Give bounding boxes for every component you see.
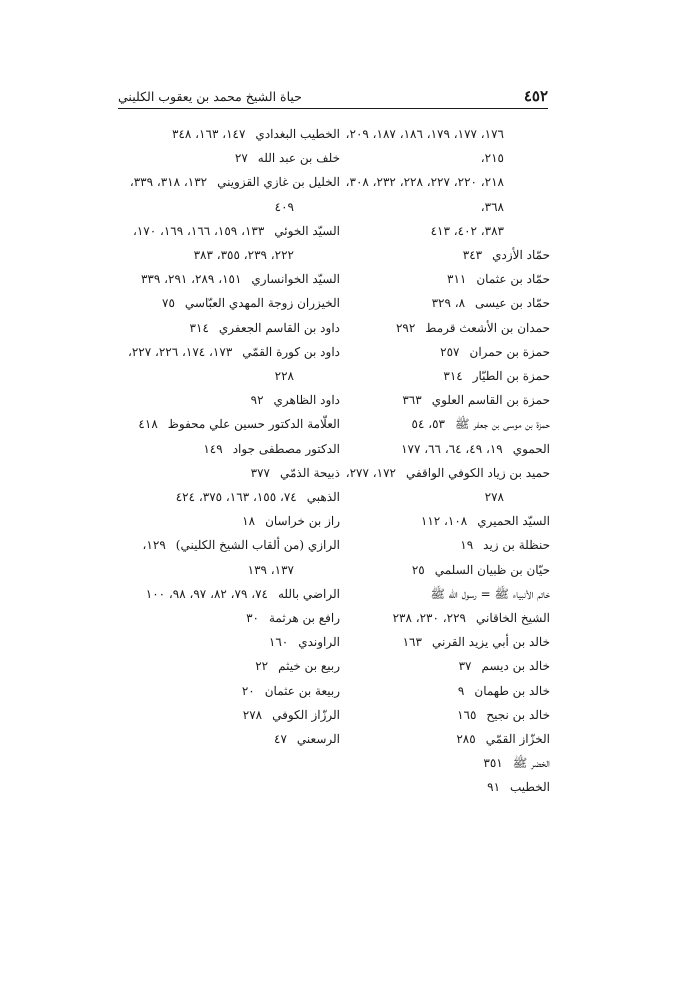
entry-name: العلّامة الدكتور حسين علي محفوظ bbox=[167, 417, 340, 432]
entry-pages: ٩١ bbox=[487, 780, 501, 795]
entry-pages: ١٦٠ bbox=[268, 635, 289, 650]
entry-name: داود الظاهري bbox=[273, 393, 340, 408]
entry-pages: ١٣٣، ١٥٩، ١٦٦، ١٦٩، ١٧٠، bbox=[132, 223, 265, 238]
entry-name: خالد بن نجيح bbox=[486, 707, 550, 722]
entry-name: حمزة بن الطيّار bbox=[472, 369, 550, 384]
entry-name: ربيع بن خيثم bbox=[278, 659, 340, 674]
entry-pages: ١٧٢، ٢٧٧، bbox=[345, 465, 396, 480]
entry-name: خالد بن ديسم bbox=[481, 659, 550, 674]
index-entry bbox=[325, 340, 550, 364]
entry-name: الخيزران زوجة المهدي العبّاسي bbox=[184, 296, 340, 311]
entry-name: الذهبي bbox=[306, 490, 340, 505]
index-entry bbox=[325, 291, 550, 315]
entry-name: السيّد الخوئي bbox=[274, 223, 340, 238]
entry-name: الرزّاز الكوفي bbox=[272, 707, 340, 722]
entry-pages: ٢٨٥ bbox=[456, 732, 476, 747]
entry-name: حنظلة بن زيد bbox=[483, 538, 550, 553]
index-entry-continuation bbox=[115, 195, 340, 219]
index-entry bbox=[115, 388, 340, 412]
entry-name: ربيعة بن عثمان bbox=[264, 683, 340, 698]
entry-name: خلف بن عبد الله bbox=[257, 151, 340, 166]
entry-pages: ٣٠ bbox=[246, 611, 259, 626]
index-entry bbox=[115, 316, 340, 340]
entry-pages: ٧٥ bbox=[162, 296, 175, 311]
index-entry bbox=[325, 703, 550, 727]
entry-name: رافع بن هرثمة bbox=[268, 611, 340, 626]
index-entry bbox=[325, 679, 550, 703]
index-entry bbox=[115, 485, 340, 509]
index-entry bbox=[325, 243, 550, 267]
index-entry bbox=[325, 437, 550, 461]
entry-name: الرسعني bbox=[296, 732, 340, 747]
entry-name: الخليل بن غازي القزويني bbox=[217, 175, 340, 190]
entry-name: السيّد الحميري bbox=[477, 514, 550, 529]
running-title: حياة الشيخ محمد بن يعقوب الكليني bbox=[118, 89, 302, 104]
index-entry bbox=[325, 461, 550, 485]
entry-name: خالد بن أبي يزيد القرني bbox=[431, 635, 550, 650]
entry-pages: ١٠٨، ١١٢ bbox=[420, 514, 468, 529]
entry-pages: ٣١٤ bbox=[443, 369, 463, 384]
entry-name: حميد بن زياد الكوفي الواقفي bbox=[405, 465, 550, 480]
index-entry-continuation bbox=[115, 243, 340, 267]
index-entry-continuation bbox=[115, 558, 340, 582]
index-entry bbox=[115, 461, 340, 485]
entry-pages: ٣٨٣، ٤٠٢، ٤١٣ bbox=[430, 223, 504, 238]
index-entry-continuation bbox=[325, 485, 550, 509]
index-entry-continuation bbox=[115, 364, 340, 388]
index-entry bbox=[325, 364, 550, 388]
index-entry bbox=[115, 122, 340, 146]
entry-pages: ٧٤، ٧٩، ٨٢، ٩٧، ٩٨، ١٠٠ bbox=[145, 586, 268, 601]
index-column-right bbox=[325, 122, 550, 800]
entry-name: الخطيب bbox=[510, 780, 550, 795]
entry-name: خاتم الأنبياء ﷺ = رسول الله ﷺ bbox=[430, 586, 550, 601]
index-entry bbox=[325, 582, 550, 606]
entry-pages: ١٧٣، ١٧٤، ٢٢٦، ٢٢٧، bbox=[127, 344, 233, 359]
entry-name: الخطيب البغدادي bbox=[255, 127, 340, 141]
index-entry bbox=[115, 509, 340, 533]
entry-name: الخزّاز القمّي bbox=[485, 732, 550, 747]
entry-name: حمزة بن موسى بن جعفر ﷺ bbox=[455, 417, 550, 432]
entry-name: حمّاد بن عيسى bbox=[475, 296, 550, 311]
index-entry bbox=[115, 146, 340, 170]
entry-name: خالد بن طهمان bbox=[474, 683, 550, 698]
entry-pages: ١٥١، ٢٨٩، ٢٩١، ٣٣٩ bbox=[140, 272, 242, 287]
entry-pages: ٣١١ bbox=[447, 272, 467, 287]
entry-pages: ٢٧٨ bbox=[242, 707, 263, 722]
index-entry bbox=[115, 219, 340, 243]
entry-pages: ٩٢ bbox=[250, 393, 264, 408]
index-entry bbox=[115, 291, 340, 315]
entry-pages: ٢٢ bbox=[255, 659, 269, 674]
entry-pages: ١٣٧، ١٣٩ bbox=[247, 562, 294, 577]
entry-name: السيّد الخوانساري bbox=[251, 272, 340, 287]
entry-name: الحموي bbox=[512, 441, 550, 456]
entry-pages: ٣٤٣ bbox=[462, 248, 483, 263]
entry-pages: ٢٩٢ bbox=[395, 320, 416, 335]
index-entry bbox=[325, 316, 550, 340]
entry-pages: ٢٧٨ bbox=[484, 490, 504, 505]
index-entry bbox=[325, 775, 550, 799]
index-entry bbox=[325, 388, 550, 412]
index-entry bbox=[115, 533, 340, 557]
entry-name: الدكتور مصطفى جواد bbox=[232, 441, 340, 456]
entry-pages: ١٩ bbox=[460, 538, 474, 553]
index-entry bbox=[325, 412, 550, 436]
index-entry bbox=[325, 630, 550, 654]
index-entry bbox=[115, 606, 340, 630]
entry-name: داود بن كورة القمّي bbox=[242, 344, 340, 359]
entry-pages: ٢٧ bbox=[234, 151, 248, 166]
index-entry bbox=[115, 582, 340, 606]
index-entry bbox=[325, 654, 550, 678]
entry-pages: ١٢٩، bbox=[142, 538, 166, 553]
index-entry bbox=[115, 679, 340, 703]
index-entry bbox=[115, 267, 340, 291]
index-entry bbox=[325, 509, 550, 533]
entry-pages: ٣٦٣ bbox=[402, 393, 422, 408]
entry-pages: ١٩، ٤٩، ٦٤، ٦٦، ١٧٧ bbox=[401, 441, 503, 456]
entry-name: حيّان بن ظبيان السلمي bbox=[434, 562, 550, 577]
index-entry-continuation bbox=[325, 170, 550, 218]
entry-pages: ٨، ٣٢٩ bbox=[431, 296, 466, 311]
index-entry bbox=[115, 654, 340, 678]
entry-pages: ٢٥٧ bbox=[440, 344, 460, 359]
index-entry bbox=[325, 533, 550, 557]
entry-pages: ١٨ bbox=[242, 514, 256, 529]
entry-pages: ٢٢٩، ٢٣٠، ٢٣٨ bbox=[392, 611, 466, 626]
entry-pages: ١٤٩ bbox=[203, 441, 223, 456]
entry-name: داود بن القاسم الجعفري bbox=[218, 320, 340, 335]
index-entry bbox=[325, 727, 550, 751]
entry-pages: ٢٢٨ bbox=[274, 369, 294, 384]
entry-pages: ٤٧ bbox=[274, 732, 287, 747]
index-entry bbox=[115, 340, 340, 364]
entry-pages: ٣٧٧ bbox=[250, 465, 270, 480]
entry-pages: ١٧٦، ١٧٧، ١٧٩، ١٨٦، ١٨٧، ٢٠٩، ٢١٥، bbox=[345, 127, 504, 166]
index-column-left bbox=[115, 122, 340, 751]
entry-pages: ٢٠ bbox=[241, 683, 255, 698]
entry-pages: ١٤٧، ١٦٣، ٣٤٨ bbox=[172, 127, 246, 141]
entry-pages: ١٣٢، ٣١٨، ٣٣٩، bbox=[129, 175, 208, 190]
index-entry bbox=[325, 558, 550, 582]
page-number: ٤٥٢ bbox=[523, 87, 548, 105]
index-entry bbox=[115, 703, 340, 727]
entry-name: راز بن خراسان bbox=[265, 514, 340, 529]
index-entry bbox=[115, 437, 340, 461]
index-entry bbox=[115, 170, 340, 194]
entry-pages: ٣٥١ bbox=[483, 756, 503, 771]
entry-name: حمدان بن الأشعث قرمط bbox=[425, 320, 550, 335]
entry-name: حمزة بن القاسم العلوي bbox=[431, 393, 550, 408]
entry-name: حمّاد بن عثمان bbox=[476, 272, 550, 287]
index-entry bbox=[115, 727, 340, 751]
entry-pages: ٤٠٩ bbox=[274, 199, 294, 214]
entry-name: الراضي بالله bbox=[277, 586, 340, 601]
index-entry bbox=[325, 751, 550, 775]
entry-pages: ٧٤، ١٥٥، ١٦٣، ٣٧٥، ٤٢٤ bbox=[175, 490, 297, 505]
entry-name: الشيخ الخاقاني bbox=[475, 611, 550, 626]
index-entry bbox=[325, 606, 550, 630]
entry-pages: ٣١٤ bbox=[189, 320, 209, 335]
entry-pages: ٢٢٢، ٢٣٩، ٣٥٥، ٣٨٣ bbox=[193, 248, 294, 263]
entry-pages: ٥٣، ٥٤ bbox=[411, 417, 445, 432]
entry-pages: ٢٥ bbox=[411, 562, 425, 577]
entry-name: الراوندي bbox=[298, 635, 340, 650]
index-entry-continuation bbox=[325, 219, 550, 243]
entry-name: حمزة بن حمران bbox=[469, 344, 550, 359]
index-entry bbox=[115, 412, 340, 436]
entry-pages: ٩ bbox=[457, 683, 465, 698]
entry-pages: ٤١٨ bbox=[138, 417, 158, 432]
entry-name: الرازي (من ألقاب الشيخ الكليني) bbox=[175, 538, 340, 553]
index-entry-continuation bbox=[325, 122, 550, 170]
page-header bbox=[118, 86, 548, 109]
index-entry bbox=[325, 267, 550, 291]
entry-name: حمّاد الأزدي bbox=[492, 248, 550, 263]
entry-pages: ٢١٨، ٢٢٠، ٢٢٧، ٢٢٨، ٢٣٢، ٣٠٨، ٣٦٨، bbox=[345, 175, 504, 214]
entry-pages: ١٦٥ bbox=[457, 707, 477, 722]
entry-name: الخضر ﷺ bbox=[512, 756, 550, 771]
index-entry bbox=[115, 630, 340, 654]
entry-name: ذبيحة الذمّي bbox=[279, 465, 340, 480]
entry-pages: ٣٧ bbox=[458, 659, 472, 674]
entry-pages: ١٦٣ bbox=[402, 635, 422, 650]
